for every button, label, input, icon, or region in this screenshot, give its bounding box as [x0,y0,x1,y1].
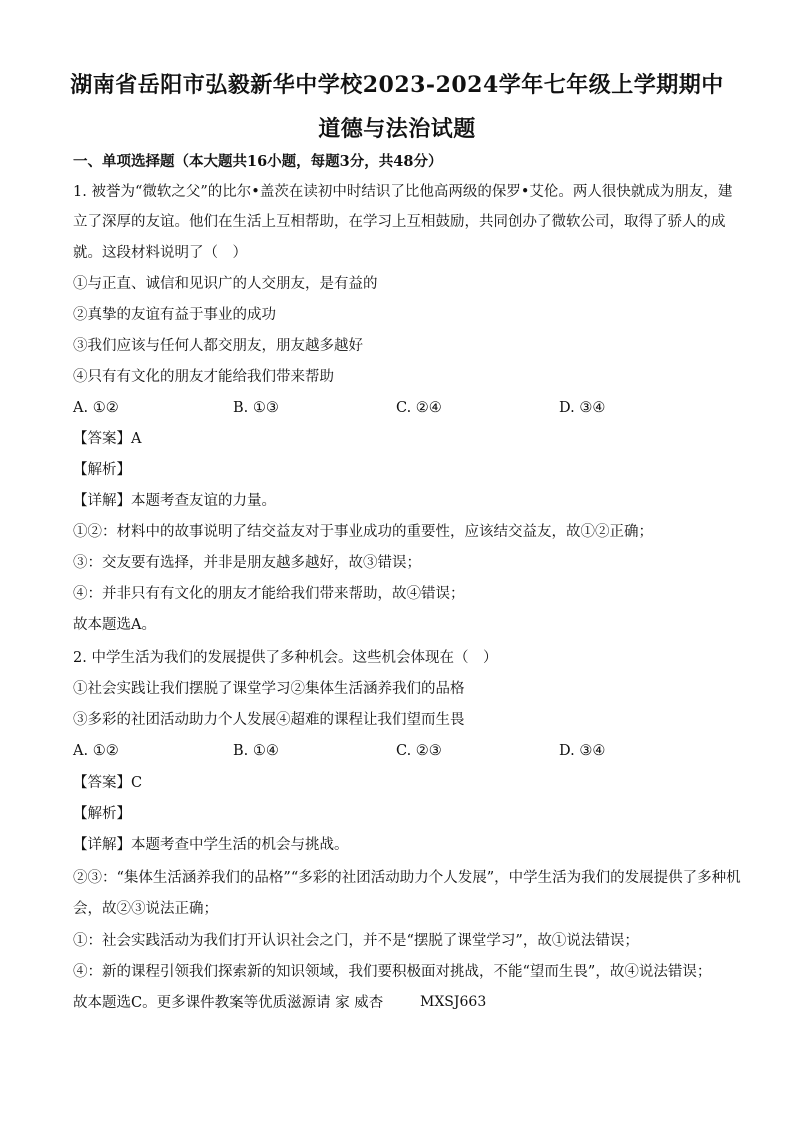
q2-conclusion: 故本题选C。更多课件教案等优质滋源请 家 威杏 [73,995,384,1011]
q2-explanation-3: ④：新的课程引领我们探索新的知识领域，我们要积极面对挑战，不能“望而生畏”，故④说法错误； [73,964,712,980]
q2-detail-text: 本题考查中学生活的机会与挑战。 [131,837,349,853]
q1-stem-line2: 立了深厚的友谊。他们在生活上互相帮助，在学习上互相鼓励，共同创办了微软公司，取得了骄人的成 [73,214,726,230]
q1-detail [73,491,723,511]
q2-explanation-2: ①：社会实践活动为我们打开认识社会之门，并不是“摆脱了课堂学习”，故①说法错误； [73,933,639,949]
q2-option-b: B. ①④ [233,743,279,759]
q2-answer-value: C [131,775,143,791]
q1-explanation-1: ①②：材料中的故事说明了结交益友对于事业成功的重要性，应该结交益友，故①②正确； [73,524,653,540]
q1-stem-line3: 就。这段材料说明了（ ） [73,245,247,261]
q2-option-a: A. ①② [73,743,119,759]
q1-conclusion: 故本题选A。 [73,617,156,633]
q2-option-c: C. ②③ [396,743,442,759]
q2-statement-line2: ③多彩的社团活动助力个人发展④超难的课程让我们望而生畏 [73,712,465,728]
q1-answer-value: A [131,431,142,447]
q2-statement-line1: ①社会实践让我们摆脱了课堂学习②集体生活涵养我们的品格 [73,681,465,697]
q2-detail-label: 【详解】 [73,837,131,853]
q1-analysis-label: 【解析】 [73,462,131,478]
q2-explanation-1-line2: 会，故②③说法正确； [73,901,218,917]
q1-stem-line1: 1. 被誉为“微软之父”的比尔•盖茨在读初中时结识了比他高两级的保罗•艾伦。两人很快就成为朋友，建 [73,184,733,200]
document-title-line2: 道德与法治试题 [318,116,476,142]
q1-detail-text: 本题考查友谊的力量。 [131,493,276,509]
q2-answer-label: 【答案】 [73,775,131,791]
q2-detail [73,835,723,855]
q1-statement-3: ③我们应该与任何人都交朋友，朋友越多越好 [73,338,363,354]
q1-answer-label: 【答案】 [73,431,131,447]
q1-detail-label: 【详解】 [73,493,131,509]
q1-option-b: B. ①③ [233,400,279,416]
q2-option-d: D. ③④ [559,743,606,759]
q2-explanation-1-line1: ②③：“集体生活涵养我们的品格”“多彩的社团活动助力个人发展”，中学生活为我们的发展提供了多种机 [73,870,741,886]
q1-answer [73,429,723,449]
watermark-code: MXSJ663 [420,994,487,1010]
q1-explanation-3: ④：并非只有有文化的朋友才能给我们带来帮助，故④错误； [73,586,465,602]
q1-explanation-2: ③：交友要有选择，并非是朋友越多越好，故③错误； [73,555,421,571]
q1-statement-1: ①与正直、诚信和见识广的人交朋友，是有益的 [73,276,378,292]
q1-option-a: A. ①② [73,400,119,416]
section-heading: 一、单项选择题（本大题共16小题，每题3分，共48分） [73,153,443,170]
q2-analysis-label: 【解析】 [73,806,131,822]
q2-answer [73,773,723,793]
document-title-line1: 湖南省岳阳市弘毅新华中学校2023-2024学年七年级上学期期中 [70,72,724,98]
q1-statement-4: ④只有有文化的朋友才能给我们带来帮助 [73,369,334,385]
q1-option-d: D. ③④ [559,400,606,416]
q1-option-c: C. ②④ [396,400,442,416]
q1-statement-2: ②真挚的友谊有益于事业的成功 [73,307,276,323]
q2-stem: 2. 中学生活为我们的发展提供了多种机会。这些机会体现在（ ） [73,650,498,666]
